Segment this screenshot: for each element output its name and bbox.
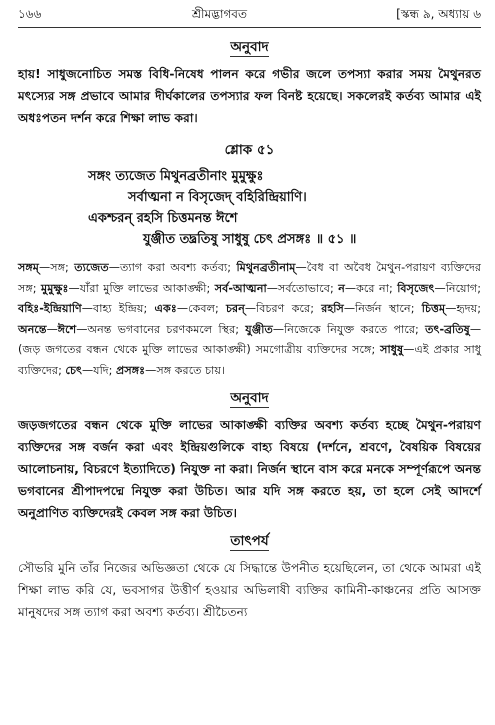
synonym-meaning: —ত্যাগ করা অবশ্য কর্তব্য;	[108, 261, 237, 274]
verse-heading: শ্লোক ৫১	[224, 142, 275, 158]
synonym-term: মুমুক্ষুঃ	[41, 281, 69, 295]
synonym-term: রহসি	[321, 302, 344, 315]
translation-1: হায়! সাধুজনোচিত সমস্ত বিধি-নিষেধ পালন করে গভীর জলে তপস্যা করার সময় মৈথুনরত মৎস্যের সঙ্গ প্রভাবে আমার দীর্ঘকালের তপস্যার ফল বিনষ্ট হয়েছে। সকলেরই কর্তব্য আমার এই অধঃপতন দর্শন করে শিক্ষা লাভ করা।	[18, 67, 481, 125]
synonym-meaning: —নিয়োগ;	[434, 281, 481, 295]
synonym-term: বিসৃজেৎ	[397, 281, 435, 295]
synonym-meaning: —সর্বতোভাবে;	[266, 281, 339, 295]
book-title: শ্রীমদ্ভাগবত	[191, 7, 247, 21]
synonyms	[18, 258, 481, 381]
synonym-meaning: —এই প্রকার সাধু ব্যক্তিদের;	[18, 343, 481, 377]
translation-2: জড়জগতের বন্ধন থেকে মুক্তি লাভের আকাঙ্ক্ষী ব্যক্তির অবশ্য কর্তব্য হচ্ছে মৈথুন-পরায়ণ ব্যক্তিদের সঙ্গ বর্জন করা এবং ইন্দ্রিয়গুলিকে বাহ্য বিষয়ে (দর্শনে, শ্রবণে, বৈষয়িক বিষয়ের আলোচনায়, বিচরণে ইত্যাদিতে) নিযুক্ত না করা। নির্জন স্থানে বাস করে মনকে সম্পূর্ণরূপে অনন্ত ভগবানের শ্রীপাদপদ্মে নিযুক্ত করা উচিত। আর যদি সঙ্গ করতে হয়, তা হলে সেই আদর্শে অনুপ্রাণিত ব্যক্তিদেরই কেবল সঙ্গ করা উচিত।	[18, 418, 481, 520]
section-label: [স্কন্ধ ৯, অধ্যায় ৬	[396, 7, 481, 21]
synonym-term: সাধুষু	[380, 343, 404, 356]
synonym-term: সর্ব-আত্মনা	[214, 281, 267, 295]
synonym-meaning: —(জড় জগতের বন্ধন থেকে মুক্তি লাভের আকাঙ্ক্ষী) সমগোত্রীয় ব্যক্তিদের সঙ্গে;	[18, 322, 482, 356]
header-divider	[18, 27, 481, 28]
synonym-meaning: —	[46, 322, 58, 336]
translation-heading-2: অনুবাদ	[230, 390, 269, 406]
synonym-term: একঃ	[154, 302, 177, 315]
verse-block	[18, 166, 481, 250]
synonym-term: ঈশে	[57, 322, 77, 336]
page-number: ১৬৬	[18, 7, 42, 21]
verse-line: যুঞ্জীত তদ্ব্রতিষু সাধুষু চেৎ প্রসঙ্গঃ ॥ ৫১ ॥	[143, 232, 357, 247]
synonym-term: যুঞ্জীত	[245, 322, 273, 336]
synonym-meaning: —সঙ্গ করতে চায়।	[145, 363, 226, 377]
synonym-term: চরন্	[226, 302, 245, 315]
translation-heading-1: অনুবাদ	[230, 39, 269, 55]
synonym-meaning: —বাহ্য ইন্দ্রিয়;	[81, 302, 155, 315]
verse-line: সর্বাত্মনা ন বিসৃজেদ্ বহিরিন্দ্রিয়াণি।	[128, 190, 307, 205]
synonym-term: ত্যজেত	[74, 261, 109, 274]
synonym-meaning: —সঙ্গ;	[39, 261, 75, 274]
synonym-meaning: —হৃদয়;	[445, 302, 481, 315]
synonym-meaning: —কেবল;	[176, 302, 226, 315]
purport-heading: তাৎপর্য	[230, 533, 269, 549]
synonym-meaning: —বিচরণ করে;	[244, 302, 322, 315]
synonym-term: ন	[338, 281, 345, 295]
synonym-meaning: —যাঁরা মুক্তি লাভের আকাঙ্ক্ষী;	[68, 281, 215, 295]
verse-line: একশ্চরন্ রহসি চিত্তমনন্ত ঈশে	[88, 211, 238, 226]
synonym-meaning: —করে না;	[344, 281, 398, 295]
synonym-term: সঙ্গম্	[18, 261, 40, 274]
purport: সৌভরি মুনি তাঁর নিজের অভিজ্ঞতা থেকে যে সিদ্ধান্তে উপনীত হয়েছিলেন, তা থেকে আমরা এই শিক্ষা লাভ করি যে, ভবসাগর উত্তীর্ণ হওয়ার অভিলাষী ব্যক্তির কামিনী-কাঞ্চনের প্রতি আসক্ত মানুষদের সঙ্গ ত্যাগ করা অবশ্য কর্তব্য। শ্রীচৈতন্য	[18, 561, 481, 619]
synonym-term: অনন্তে	[18, 322, 47, 336]
synonym-term: প্রসঙ্গঃ	[116, 363, 146, 377]
synonym-meaning: —নির্জন স্থানে;	[343, 302, 422, 315]
synonym-term: তৎ-ব্রতিষু	[425, 322, 470, 336]
running-header	[18, 6, 481, 24]
synonym-term: মিথুনব্রতীনাম্	[236, 261, 296, 274]
synonym-term: বহিঃ-ইন্দ্রিয়াণি	[18, 302, 82, 315]
synonym-meaning: —অনন্ত ভগবানের চরণকমলে স্থির;	[76, 322, 246, 336]
synonym-meaning: —নিজেকে নিযুক্ত করতে পারে;	[272, 322, 426, 336]
verse-line: সঙ্গং ত্যজেত মিথুনব্রতীনাং মুমুক্ষুঃ	[88, 169, 264, 184]
synonym-term: চিত্তম্	[421, 302, 446, 315]
synonym-term: চেৎ	[65, 363, 82, 377]
synonym-meaning: —যদি;	[81, 363, 117, 377]
synonym-meaning: —বৈধ বা অবৈধ মৈথুন-পরায়ণ ব্যক্তিদের সঙ্গ;	[18, 261, 481, 295]
